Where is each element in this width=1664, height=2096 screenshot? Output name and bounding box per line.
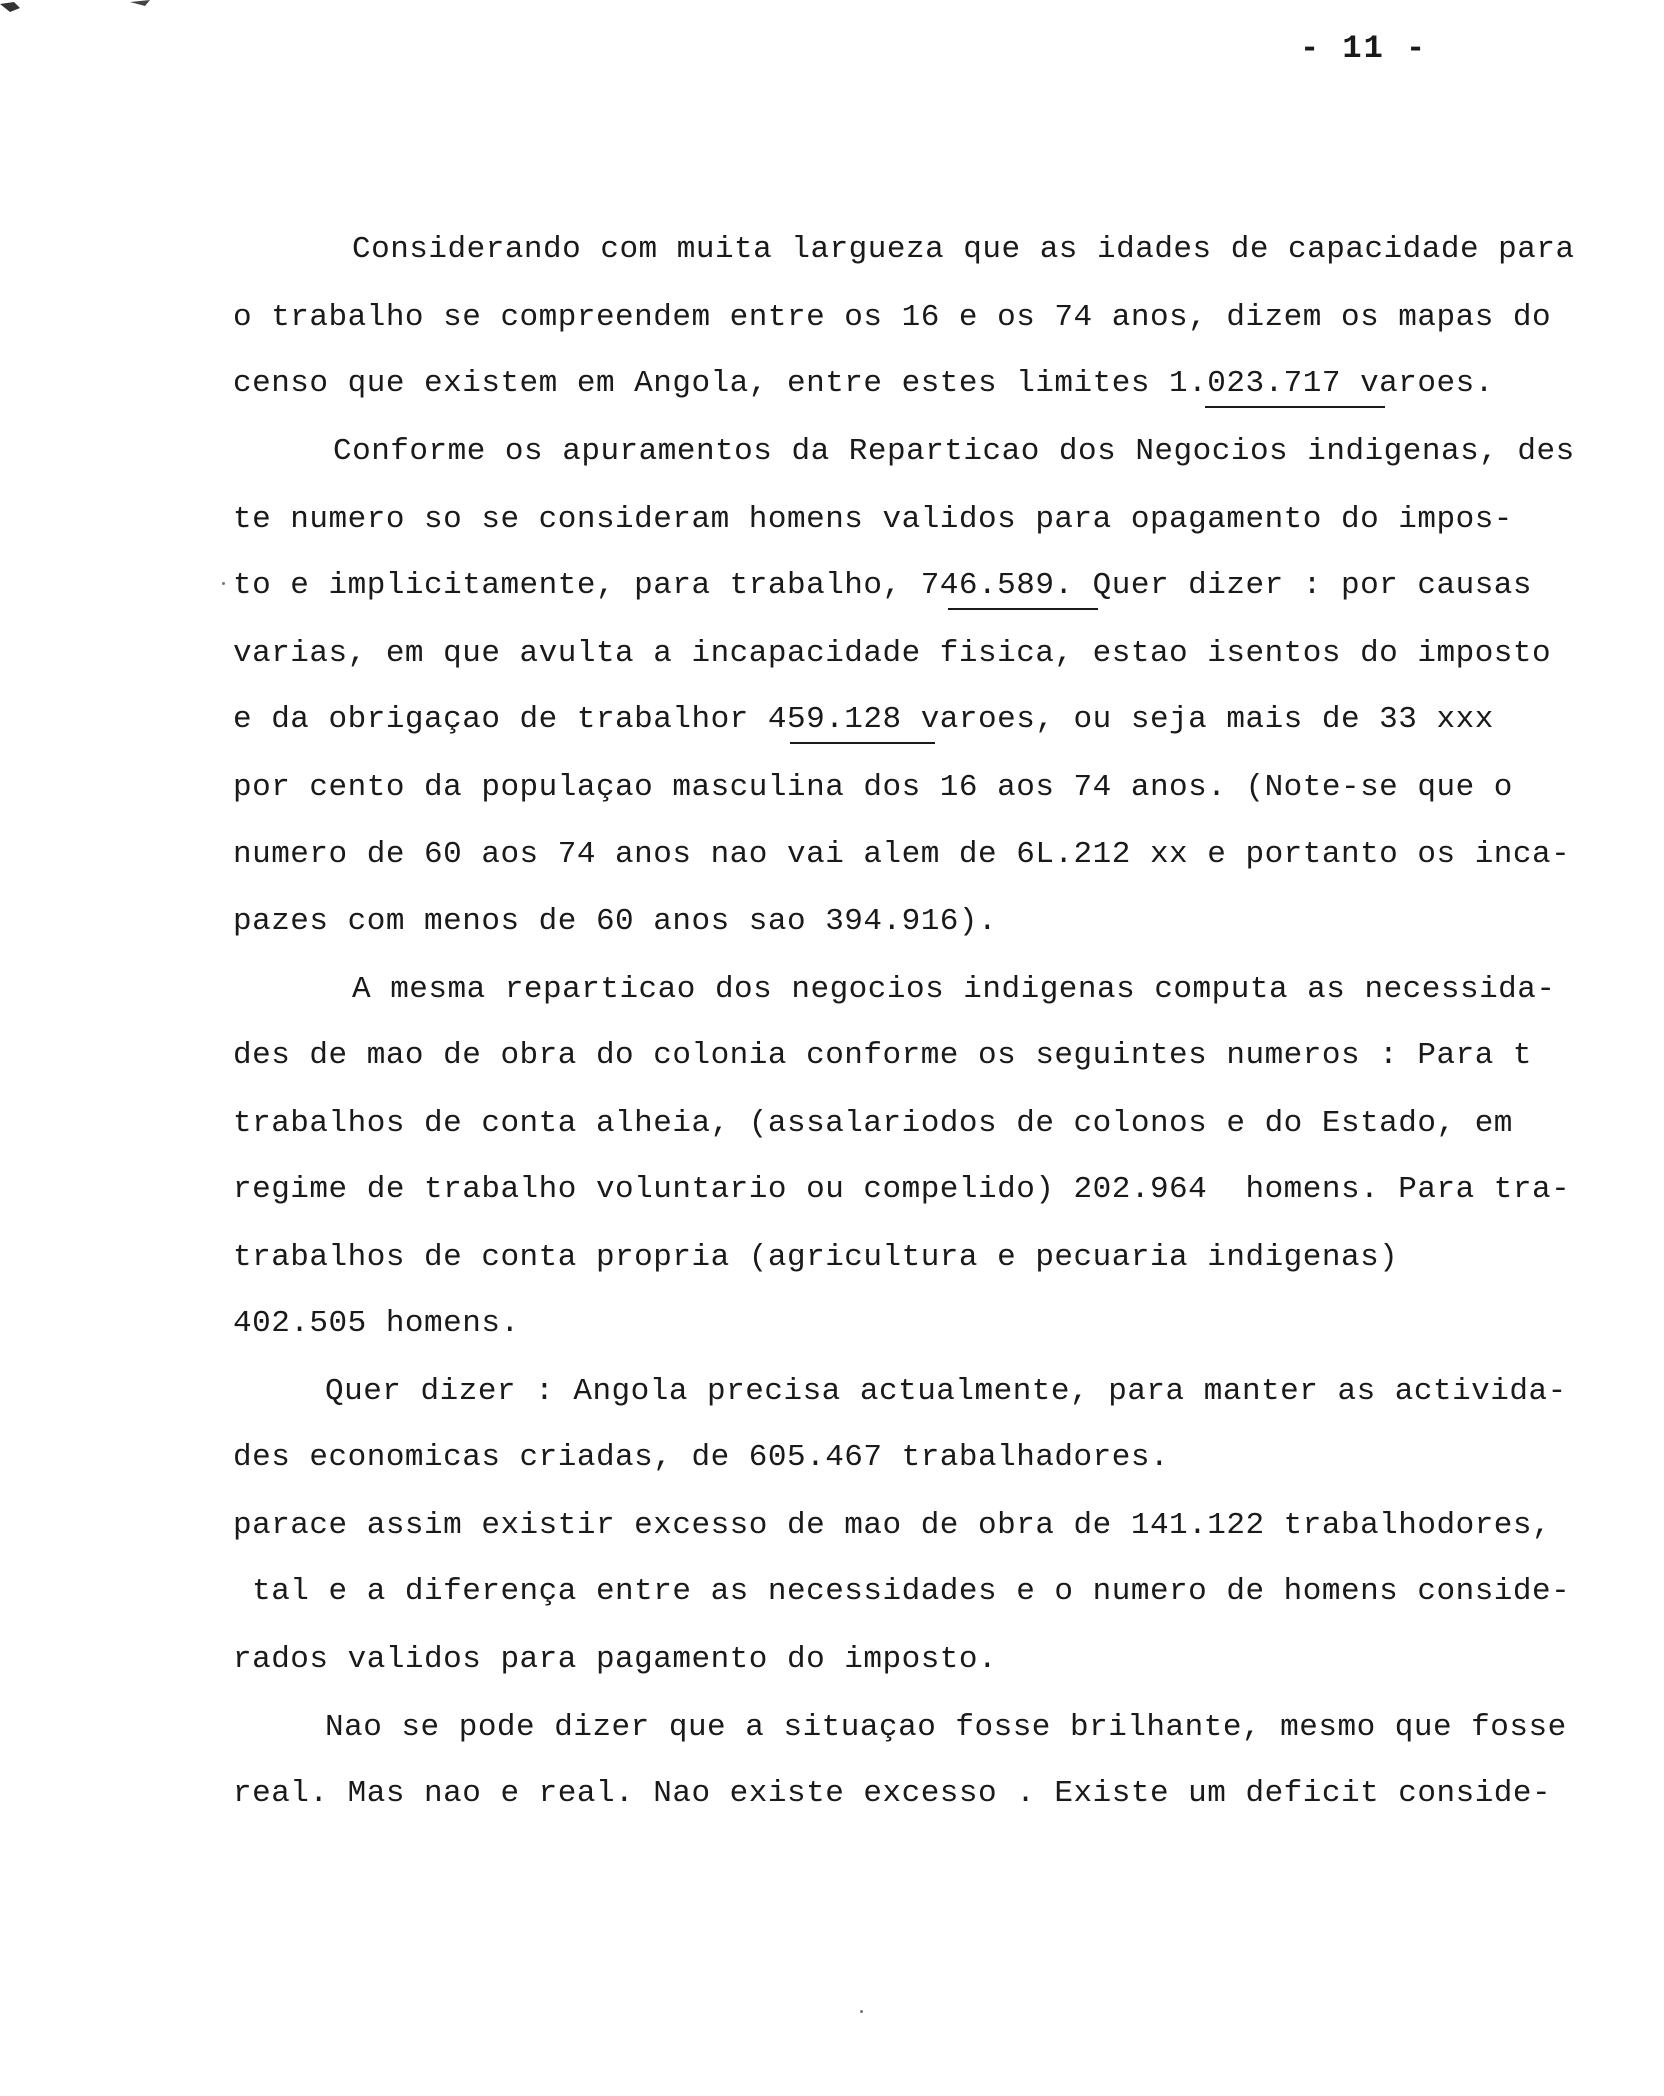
text-line-5: te numero so se consideram homens validos para opagamento do impos- bbox=[233, 502, 1513, 537]
text-line-19: des economicas criadas, de 605.467 trabalhadores. bbox=[233, 1440, 1170, 1475]
text-line-15: regime de trabalho voluntario ou compelido) 202.964 homens. Para tra- bbox=[233, 1172, 1571, 1207]
underline-1023717 bbox=[1205, 406, 1385, 408]
text-line-10: numero de 60 aos 74 anos nao vai alem de 6L.212 xx e portanto os inca- bbox=[233, 837, 1571, 872]
text-line-8: e da obrigaçao de trabalhor 459.128 varoes, ou seja mais de 33 xxx bbox=[233, 702, 1494, 737]
text-line-4: Conforme os apuramentos da Reparticao dos Negocios indigenas, des bbox=[333, 434, 1575, 469]
text-line-2: o trabalho se compreendem entre os 16 e os 74 anos, dizem os mapas do bbox=[233, 300, 1552, 335]
text-line-12: A mesma reparticao dos negocios indigenas computa as necessida- bbox=[352, 972, 1556, 1007]
text-line-14: trabalhos de conta alheia, (assalariodos de colonos e do Estado, em bbox=[233, 1106, 1513, 1141]
underline-459128 bbox=[790, 742, 935, 744]
text-line-22: rados validos para pagamento do imposto. bbox=[233, 1642, 998, 1677]
scan-speck bbox=[222, 582, 225, 585]
text-line-17: 402.505 homens. bbox=[233, 1306, 520, 1341]
text-line-13: des de mao de obra do colonia conforme os seguintes numeros : Para t bbox=[233, 1038, 1533, 1073]
text-line-24: real. Mas nao e real. Nao existe excesso . Existe um deficit conside- bbox=[233, 1776, 1552, 1811]
text-line-18: Quer dizer : Angola precisa actualmente, para manter as activida- bbox=[325, 1374, 1567, 1409]
text-line-1: Considerando com muita largueza que as idades de capacidade para bbox=[352, 232, 1575, 267]
text-line-3: censo que existem em Angola, entre estes limites 1.023.717 varoes. bbox=[233, 366, 1494, 401]
text-line-23: Nao se pode dizer que a situaçao fosse brilhante, mesmo que fosse bbox=[325, 1710, 1567, 1745]
page-number: - 11 - bbox=[1300, 30, 1428, 67]
underline-746589 bbox=[948, 608, 1098, 610]
text-line-6: to e implicitamente, para trabalho, 746.589. Quer dizer : por causas bbox=[233, 568, 1533, 603]
text-line-20: parace assim existir excesso de mao de obra de 141.122 trabalhodores, bbox=[233, 1508, 1552, 1543]
text-line-11: pazes com menos de 60 anos sao 394.916). bbox=[233, 904, 998, 939]
scan-speck bbox=[860, 2010, 863, 2013]
text-line-7: varias, em que avulta a incapacidade fisica, estao isentos do imposto bbox=[233, 636, 1552, 671]
text-line-16: trabalhos de conta propria (agricultura e pecuaria indigenas) bbox=[233, 1240, 1399, 1275]
scan-corner-mark bbox=[0, 0, 160, 20]
text-line-9: por cento da populaçao masculina dos 16 aos 74 anos. (Note-se que o bbox=[233, 770, 1513, 805]
text-line-21: tal e a diferença entre as necessidades e o numero de homens conside- bbox=[233, 1574, 1571, 1609]
